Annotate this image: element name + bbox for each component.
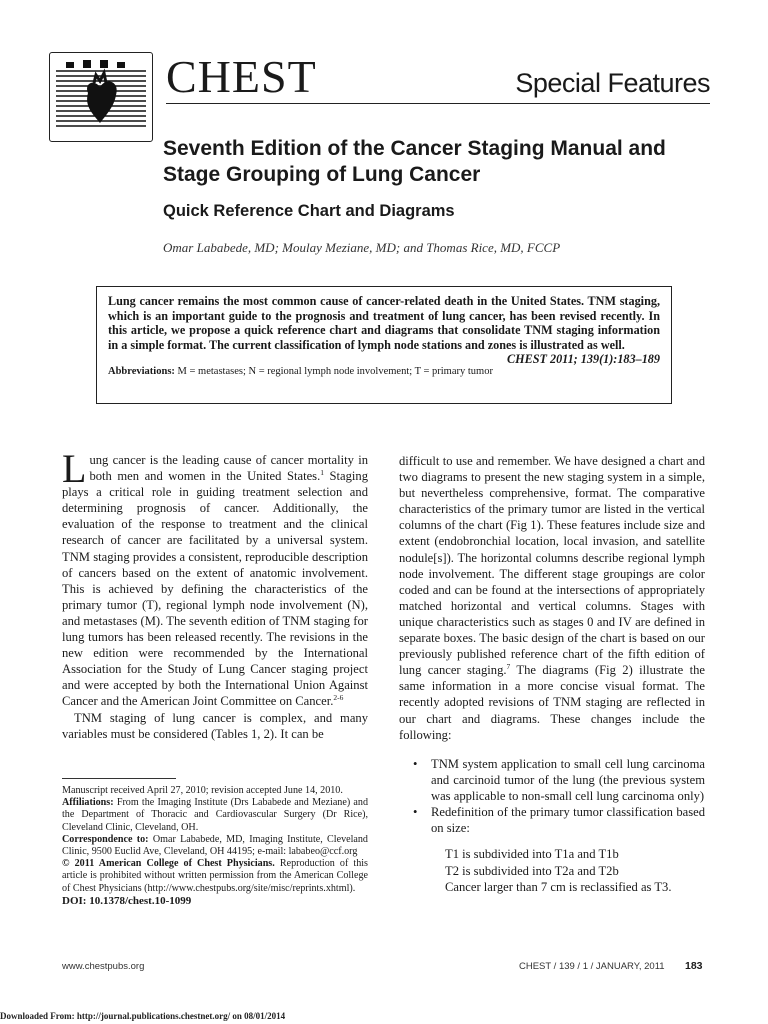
manuscript-dates: Manuscript received April 27, 2010; revision accepted June 14, 2010.: [62, 785, 343, 796]
intro-paragraph: [62, 446, 368, 710]
page-number: 183: [685, 960, 703, 972]
correspondence-text: Omar Lababede, MD, Imaging Institute, Cleveland Clinic, 9500 Euclid Ave, Cleveland, OH 44195; e-mail: lababeo@ccf.org: [62, 833, 368, 858]
affiliations-text: From the Imaging Institute (Drs Lababede and Meziane) and the Department of Thoracic and Cardiovascular Surgery (Dr Rice), Cleveland Clinic, Cleveland, OH.: [62, 797, 368, 833]
sublist-item: T1 is subdivided into T1a and T1b: [445, 847, 619, 862]
body-column-left: [62, 446, 368, 742]
bullet-icon: •: [413, 756, 418, 771]
paragraph-3: [399, 453, 705, 743]
header-rule: [166, 103, 710, 104]
abstract-body: Lung cancer remains the most common cause of cancer-related death in the United States. TNM staging, which is an important guide to the prognosis and treatment of lung cancer, has been revised recently. In this article, we propose a quick reference chart and diagrams that consolidate TNM staging information in a simple format. The current classification of lymph node stations and zones is illustrated as well.: [108, 294, 660, 352]
ref-7[interactable]: 7: [506, 662, 511, 672]
copyright: [62, 858, 368, 895]
abstract-text: [108, 294, 660, 367]
article-footnote: [62, 785, 368, 907]
paragraph-3-text-1: difficult to use and remember. We have designed a chart and two diagrams to present the new staging system in a simple, but nevertheless comprehensive, format. The comparative characteristics of the primary tumor are listed in the vertical columns of the chart (Fig 1). These features include size and extent (endobronchial location, local invasion, and satellite nodule[s]). The horizontal columns describe regional lymph node involvement. The different stage groupings are color coded and can be found at the intersections of appropriately matched horizontal and vertical columns. Stages with unique characteristics such as stages 0 and IV are defined in separate boxes. The basic design of the chart is based on our previously published reference chart of the fifth edition of lung cancer staging.: [399, 454, 705, 678]
correspondence-label: Correspondence to:: [62, 833, 149, 845]
abstract-box: [96, 286, 672, 404]
size-sublist: [445, 846, 705, 895]
intro-text-2: Staging plays a critical role in guiding treatment selection and determining prognosis of cancer. Additionally, the evaluation of the response to treatment and the clinical research of cancer are facilitated by a universal system. TNM staging provides a consistent, reproducible description of cancers based on the extent of anatomic involvement. This is achieved by defining the characteristics of the primary tumor (T), regional lymph node involvement (N), and metastases (M). The seventh edition of TNM staging for lung tumors has been released recently. The revisions in the new edition were recommended by the International Association for the Study of Lung Cancer staging project and were accepted by both the International Union Against Cancer and the American Joint Committee on Cancer.: [62, 469, 368, 709]
list-item: [399, 756, 705, 804]
changes-list: [399, 756, 705, 836]
ref-1[interactable]: 1: [320, 467, 324, 477]
paragraph-2: TNM staging of lung cancer is complex, and many variables must be considered (Tables 1, 2). It can be: [62, 710, 368, 741]
doi[interactable]: DOI: 10.1378/chest.10-1099: [62, 894, 192, 907]
abbreviations: [108, 365, 660, 378]
download-notice: Downloaded From: http://journal.publications.chestnet.org/ on 08/01/2014: [0, 1011, 286, 1021]
footnote-rule: [62, 778, 176, 779]
ref-2-6[interactable]: 2-6: [333, 693, 344, 703]
intro-text-1: ung cancer is the leading cause of cancer mortality in both men and women in the United States.: [89, 453, 368, 484]
paragraph-3-text-2: The diagrams (Fig 2) illustrate the same information in a more concise visual format. The recently adopted revisions of TNM staging are reflected in our chart and diagrams. These changes include the following:: [399, 663, 705, 742]
article-authors: Omar Lababede, MD; Moulay Meziane, MD; and Thomas Rice, MD, FCCP: [163, 240, 561, 255]
abbreviations-label: Abbreviations:: [108, 366, 175, 378]
sublist-item: Cancer larger than 7 cm is reclassified as T3.: [445, 879, 672, 894]
affiliations: [62, 797, 368, 834]
correspondence: [62, 834, 368, 858]
heart-seal-icon: [50, 53, 152, 141]
bullet-icon: •: [413, 804, 418, 819]
journal-name: CHEST: [166, 51, 317, 102]
article-subtitle: Quick Reference Chart and Diagrams: [163, 202, 455, 220]
copyright-text: Reproduction of this article is prohibited without written permission from the American College of Chest Physicians (http://www.chestpubs.org/site/misc/reprints.xhtml).: [62, 858, 368, 894]
body-column-right: [399, 453, 705, 895]
drop-cap: L: [62, 446, 87, 491]
footer-url[interactable]: www.chestpubs.org: [62, 961, 145, 972]
section-label: Special Features: [515, 68, 710, 98]
list-item: [399, 804, 705, 836]
article-title: Seventh Edition of the Cancer Staging Manual and Stage Grouping of Lung Cancer: [163, 137, 666, 186]
journal-logo: [49, 52, 153, 142]
list-item-text: Redefinition of the primary tumor classification based on size:: [431, 804, 705, 836]
copyright-label: © 2011 American College of Chest Physicians.: [62, 858, 275, 870]
footer-issue: CHEST / 139 / 1 / JANUARY, 2011: [519, 961, 665, 972]
affiliations-label: Affiliations:: [62, 797, 114, 809]
abbreviations-text: M = metastases; N = regional lymph node involvement; T = primary tumor: [177, 366, 493, 378]
abstract-citation: CHEST 2011; 139(1):183–189: [506, 352, 660, 367]
list-item-text: TNM system application to small cell lung carcinoma and carcinoid tumor of the lung (the previous system was applicable to non-small cell lung carcinoma only): [431, 756, 705, 803]
sublist-item: T2 is subdivided into T2a and T2b: [445, 863, 619, 878]
